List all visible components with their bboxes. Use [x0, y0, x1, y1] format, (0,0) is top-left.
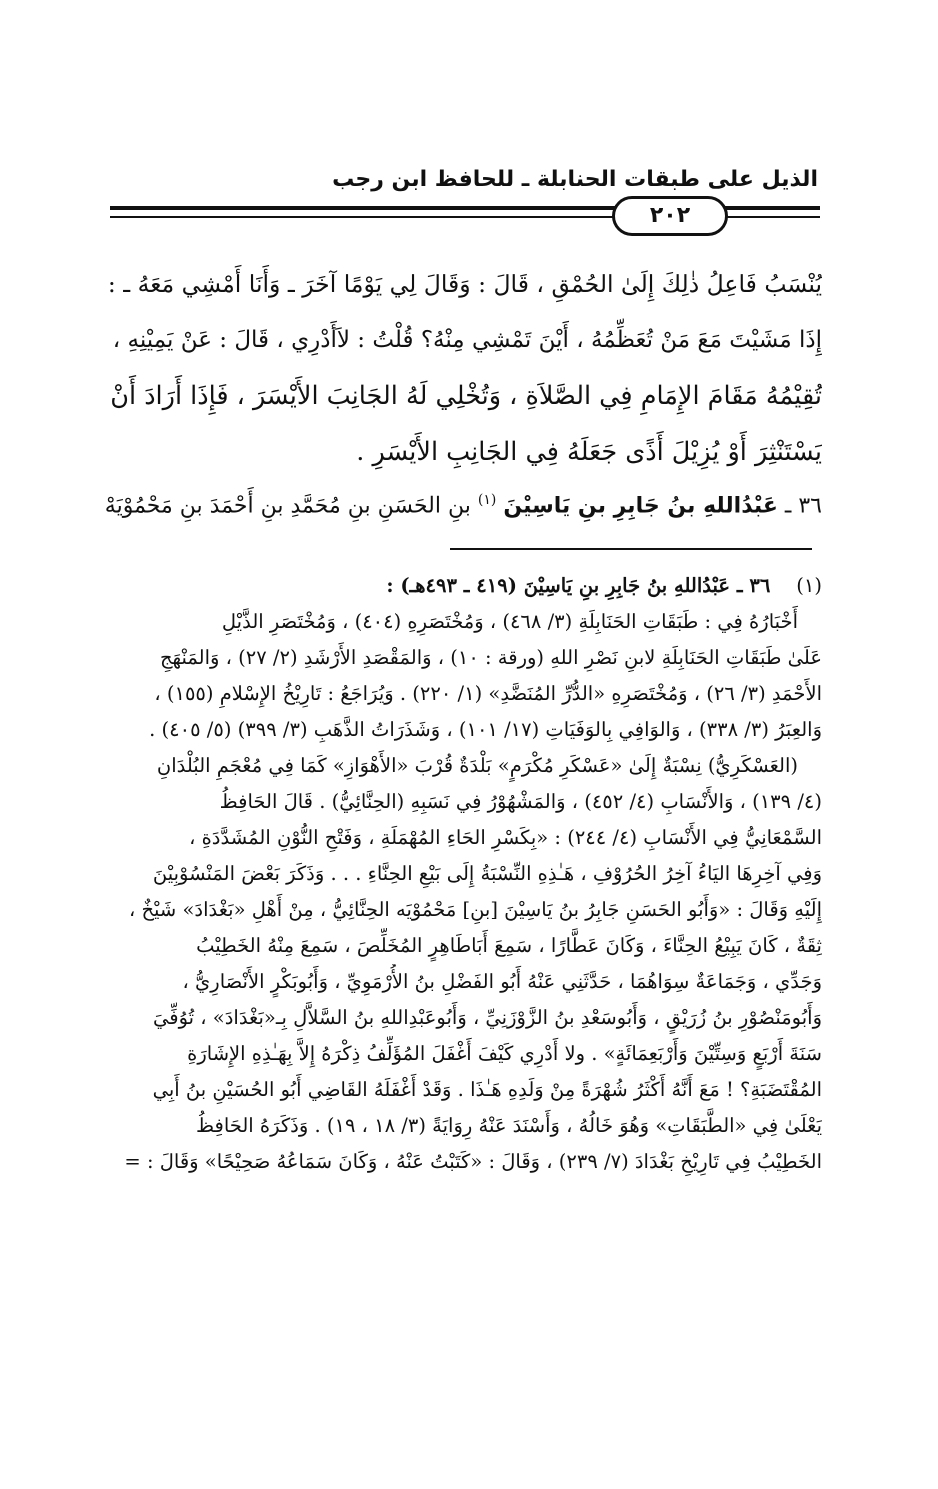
footnote-heading [100, 568, 822, 604]
footnote-line: وَأَبُومَنْصُوْرِ بنُ زُرَيْقٍ ، وَأَبُوسَعْدِ بنُ الزَّوْزَنِيِّ ، وَأَبُوعَبْدِاللهِ بنُ السَّلاَّلِ بِـ«بَغْدَادَ» ، تُوُفِّيَ [153, 1006, 822, 1029]
body-line: تُقِيْمُهُ مَقَامَ الإِمَامِ فِي الصَّلاَةِ ، وَتُخْلِي لَهُ الجَانِبَ الأَيْسَرَ ، فَإِذَا أَرَادَ أَنْ [110, 381, 822, 411]
footnote-line: إِلَيْهِ وَقَالَ : «وَأَبُو الحَسَنِ جَابِرُ بنُ يَاسِيْنَ [بنِ] مَحْمُوْيَه الحِنَّائِيُّ ، مِنْ أَهْلِ «بَغْدَادَ» شَيْخٌ ، [128, 898, 822, 921]
body-line: إِذَا مَشَيْتَ مَعَ مَنْ تُعَظِّمُهُ ، أَيْنَ تَمْشِي مِنْهُ؟ قُلْتُ : لاَأَدْرِي ، قَالَ : عَنْ يَمِيْنِهِ ، [112, 327, 822, 353]
footnote-line: ثِقَةٌ ، كَانَ يَبِيْعُ الحِنَّاءَ ، وَكَانَ عَطَّارًا ، سَمِعَ أَبَاطَاهِرٍ المُخَلِّصَ ، سَمِعَ مِنْهُ الخَطِيْبُ [196, 934, 822, 957]
footnote-line: سَنَةَ أَرْبَعٍ وَسِتِّيْنَ وَأَرْبَعِمَائَةٍ» . ولا أَدْرِي كَيْفَ أَغْفَلَ المُؤَلِّفُ ذِكْرَهُ إِلاَّ بِهَـٰذِهِ الإِشَارَةِ [187, 1042, 822, 1065]
entry-name: عَبْدُاللهِ بنُ جَابِرِ بنِ يَاسِيْنَ [503, 493, 778, 519]
running-title: الذيل على طبقات الحنابلة ـ للحافظ ابن رجب [332, 167, 818, 192]
entry-lineage: بنِ الحَسَنِ بنِ مُحَمَّدِ بنِ أَحْمَدَ بنِ مَحْمُوْيَهْ [104, 493, 471, 519]
footnote-line: السَّمْعَانِيُّ فِي الأَنْسَابِ (٤/ ٢٤٤) : «بِكَسْرِ الحَاءِ المُهْمَلَةِ ، وَفَتْحِ النُّوْنِ المُشَدَّدَةِ ، [189, 826, 822, 849]
page-number: ٢٠٢ [612, 196, 728, 236]
biography-entry-heading [100, 480, 822, 526]
footnote-separator [450, 548, 812, 550]
footnote-line: يَعْلَىٰ فِي «الطَّبَقَاتِ» وَهُوَ خَالُهُ ، وَأَسْنَدَ عَنْهُ رِوَايَةً (٣/ ١٨ ، ١٩) . وَذَكَرَهُ الحَافِظُ [196, 1114, 822, 1137]
footnote-line: وَجَدِّي ، وَجَمَاعَةٌ سِوَاهُمَا ، حَدَّثَنِي عَنْهُ أَبُو الفَضْلِ بنُ الأُرْمَوِيِّ ، وَأَبُوبَكْرٍ الأَنْصَارِيُّ ، [182, 970, 822, 993]
footnote-title: ٣٦ ـ عَبْدُاللهِ بنُ جَابِرِ بنِ يَاسِيْنَ (٤١٩ ـ ٤٩٣هـ) : [386, 574, 771, 597]
footnote-line: (٤/ ١٣٩) ، وَالأَنْسَابِ (٤/ ٤٥٢) ، وَالمَشْهُوْرُ فِي نَسَبِهِ (الحِنَّائِيُّ) . قَالَ الحَافِظُ [219, 790, 822, 813]
footnote-line: وَالعِبَرُ (٣/ ٣٣٨) ، وَالوَافِي بِالوَفَيَاتِ (١٧/ ١٠١) ، وَشَذَرَاتُ الذَّهَبِ (٣/ ٣٩٩) (٥/ ٤٠٥) . [149, 718, 822, 741]
footnote-line: عَلَىٰ طَبَقَاتِ الحَنَابِلَةِ لابنِ نَصْرِ اللهِ (ورقة : ١٠) ، وَالمَقْصَدِ الأَرْشَدِ (٢/ ٢٧) ، وَالمَنْهَجِ [159, 646, 822, 669]
entry-number: ٣٦ ـ [784, 493, 822, 519]
body-line: يُنْسَبُ فَاعِلُ ذٰلِكَ إِلَىٰ الحُمْقِ ، قَالَ : وَقَالَ لِي يَوْمًا آخَرَ ـ وَأَنَا أَمْشِي مَعَهُ ـ : [107, 270, 822, 298]
footnotes [100, 568, 822, 1180]
footnote-marker: (١) [796, 574, 822, 597]
footnote-line: المُقْتَضَبَةِ؟ ! مَعَ أَنَّهُ أَكْثَرُ شُهْرَةً مِنْ وَلَدِهِ هَـٰذَا . وَقَدْ أَغْفَلَهُ القَاضِي أَبُو الحُسَيْنِ بنُ أَبِي [152, 1078, 822, 1101]
body-line: يَسْتَنْثِرَ أَوْ يُزِيْلَ أَذًى جَعَلَهُ فِي الجَانِبِ الأَيْسَرِ . [356, 437, 822, 467]
footnote-line: أَخْبَارُهُ فِي : طَبَقَاتِ الحَنَابِلَةِ (٣/ ٤٦٨) ، وَمُخْتَصَرِهِ (٤٠٤) ، وَمُخْتَصَرِ الذَّيْلِ [221, 610, 798, 633]
footnote-reference: (١) [477, 492, 497, 508]
footnote-line: الخَطِيْبُ فِي تَارِيْخِ بَغْدَادَ (٧/ ٢٣٩) ، وَقَالَ : «كَتَبْتُ عَنْهُ ، وَكَانَ سَمَاعُهُ صَحِيْحًا» وَقَالَ : = [124, 1150, 822, 1173]
main-text [100, 256, 822, 480]
footnote-line: وَفِي آخِرِهَا اليَاءُ آخِرُ الحُرُوْفِ ، هَـٰذِهِ النِّسْبَةُ إِلَى بَيْعِ الحِنَّاءِ . . . وَذَكَرَ بَعْضَ المَنْسُوْبِيْنَ [152, 862, 822, 885]
footnote-line: الأَحْمَدِ (٣/ ٢٦) ، وَمُخْتَصَرِهِ «الدُّرِّ المُنَضَّدِ» (١/ ٢٢٠) . وَيُرَاجَعُ : تَارِيْخُ الإِسْلامِ (١٥٥) ، [154, 682, 822, 705]
footnote-line: (العَسْكَرِيُّ) نِسْبَةٌ إِلَىٰ «عَسْكَرِ مُكْرَمٍ» بَلْدَةٌ قُرْبَ «الأَهْوَازِ» كَمَا فِي مُعْجَمِ البُلْدَانِ [156, 754, 798, 777]
